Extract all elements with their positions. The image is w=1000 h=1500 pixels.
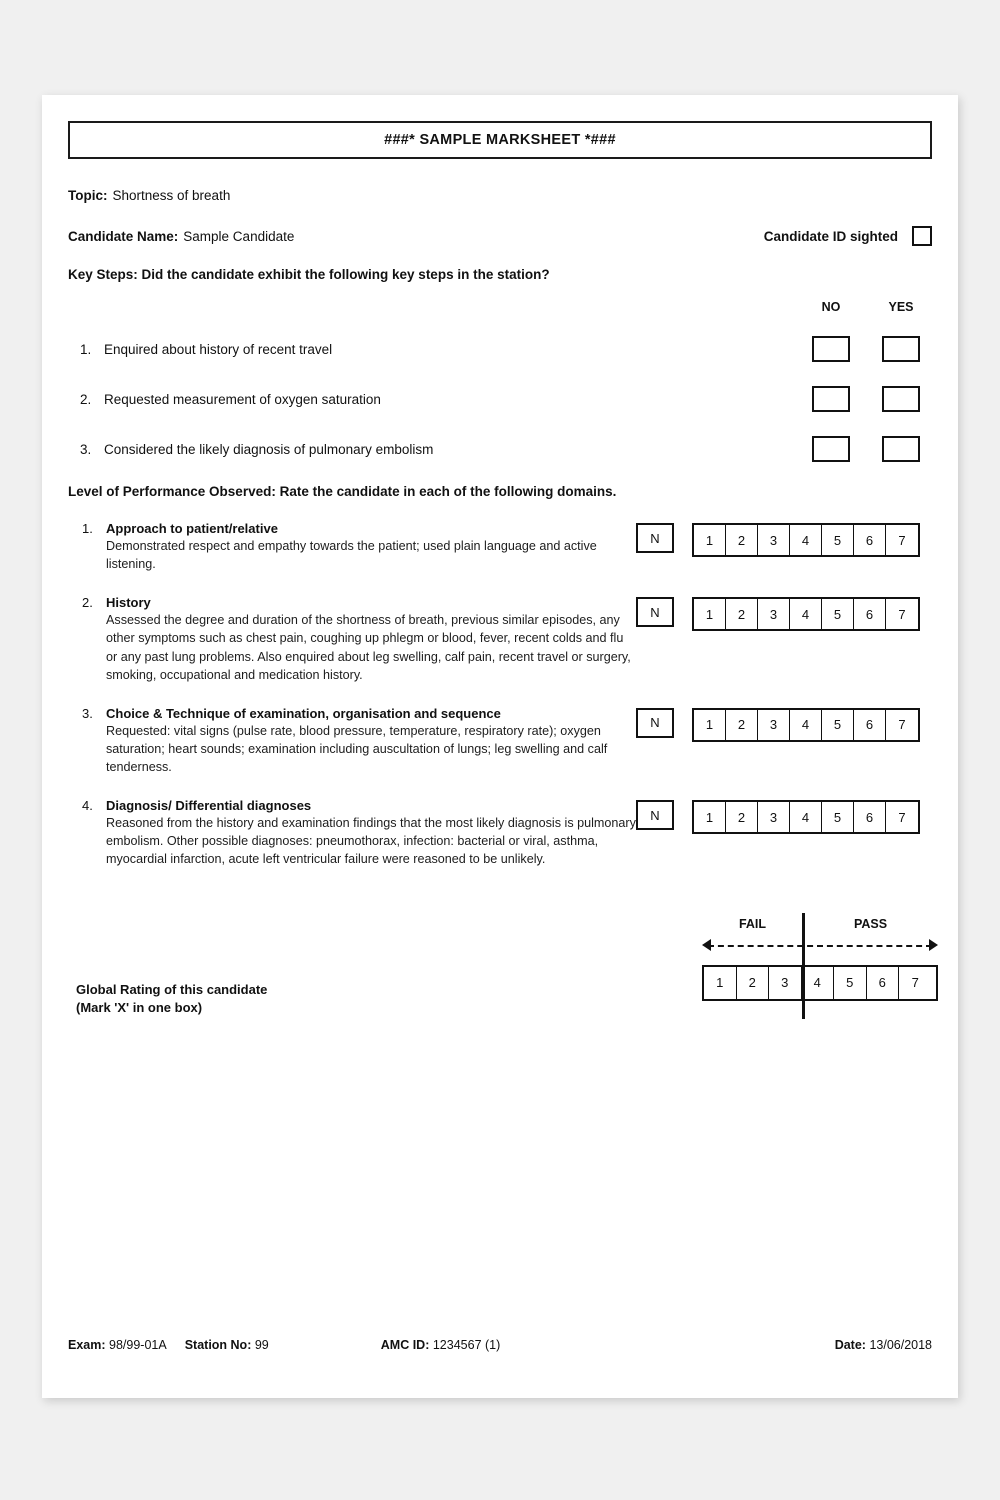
global-rating-scale — [702, 965, 938, 1001]
domain-row — [68, 706, 932, 776]
arrow-right-icon — [929, 939, 938, 951]
fail-pass-arrow — [702, 935, 938, 957]
domain-4-score-7[interactable]: 7 — [898, 809, 906, 825]
key-step-row — [68, 434, 932, 464]
key-step-1-yes-checkbox[interactable] — [882, 336, 920, 362]
domain-4-score-1[interactable]: 1 — [694, 802, 726, 832]
key-step-row — [68, 334, 932, 364]
footer-exam-label: Exam: — [68, 1338, 106, 1352]
topic-row — [68, 185, 932, 205]
domain-4-score-6[interactable]: 6 — [854, 802, 886, 832]
domain-number: 2. — [82, 595, 93, 611]
domain-body — [106, 521, 636, 573]
domain-4-score-4[interactable]: 4 — [790, 802, 822, 832]
domain-3-score-7[interactable]: 7 — [898, 717, 906, 733]
document-title-box — [68, 121, 932, 159]
topic-value: Shortness of breath — [112, 187, 231, 203]
page-content — [68, 121, 932, 1025]
domain-3-score-3[interactable]: 3 — [758, 710, 790, 740]
pass-label: PASS — [853, 916, 888, 931]
domain-4-score-2[interactable]: 2 — [726, 802, 758, 832]
domain-1-scale — [692, 523, 920, 557]
domain-description: Reasoned from the history and examination findings that the most likely diagnosis is pulmonary embolism. Other possible diagnoses: pneumothorax, infection: bacterial or viral, asthma, myocardial infarction, acute left ventricular failure were reasoned to be unlikely. — [106, 816, 636, 867]
domain-2-score-4[interactable]: 4 — [790, 599, 822, 629]
key-step-2-yes-checkbox[interactable] — [882, 386, 920, 412]
domain-body — [106, 595, 636, 684]
domain-3-scale — [692, 708, 920, 742]
domain-1-score-1[interactable]: 1 — [694, 525, 726, 555]
domain-2-score-3[interactable]: 3 — [758, 599, 790, 629]
global-rating-section — [68, 917, 932, 1025]
global-rating-score-4[interactable]: 4 — [802, 967, 835, 999]
fail-label: FAIL — [738, 916, 767, 931]
footer-amc-label: AMC ID: — [380, 1338, 430, 1352]
domain-2-score-7[interactable]: 7 — [898, 606, 906, 622]
key-step-text: Considered the likely diagnosis of pulmonary embolism — [104, 441, 434, 457]
performance-heading: Level of Performance Observed: Rate the candidate in each of the following domains. — [68, 484, 617, 499]
footer-station-label: Station No: — [184, 1338, 252, 1352]
footer-amc-value: 1234567 (1) — [432, 1338, 501, 1352]
global-rating-label-line2: (Mark 'X' in one box) — [76, 999, 203, 1015]
candidate-id-sighted-label: Candidate ID sighted — [763, 228, 898, 244]
arrow-dashed-line — [708, 945, 932, 947]
key-step-text: Requested measurement of oxygen saturation — [104, 391, 381, 407]
column-header-yes: YES — [888, 300, 914, 314]
column-header-no: NO — [821, 300, 841, 314]
footer-station — [185, 1338, 269, 1352]
candidate-row — [68, 226, 932, 246]
domain-title: Diagnosis/ Differential diagnoses — [106, 798, 312, 814]
domain-description: Assessed the degree and duration of the shortness of breath, previous similar episodes, any other symptoms such as chest pain, coughing up phlegm or blood, fever, recent colds and flu or any past lung problems. Also enquired about leg swelling, calf pain, recent travel or surgery, smoking, occupational and medication history. — [106, 613, 631, 682]
key-step-1-no-checkbox[interactable] — [812, 336, 850, 362]
domain-row — [68, 798, 932, 868]
footer-date — [835, 1338, 932, 1352]
domain-rating-scale — [636, 798, 932, 834]
domain-2-score-1[interactable]: 1 — [694, 599, 726, 629]
domain-1-score-3[interactable]: 3 — [758, 525, 790, 555]
domain-1-score-5[interactable]: 5 — [822, 525, 854, 555]
global-rating-score-2[interactable]: 2 — [737, 967, 770, 999]
candidate-name-label: Candidate Name: — [68, 228, 179, 244]
global-rating-label — [76, 981, 267, 1018]
domain-4-score-3[interactable]: 3 — [758, 802, 790, 832]
key-step-3-yes-checkbox[interactable] — [882, 436, 920, 462]
key-steps-section — [68, 300, 932, 464]
key-step-checkboxes — [812, 336, 932, 362]
domain-title: Choice & Technique of examination, organisation and sequence — [106, 705, 501, 721]
key-step-number: 1. — [80, 341, 92, 357]
global-rating-label-line1: Global Rating of this candidate — [76, 981, 268, 997]
domain-rating-scale — [636, 521, 932, 557]
domain-rating-scale — [636, 706, 932, 742]
domain-4-scale — [692, 800, 920, 834]
domain-1-score-6[interactable]: 6 — [854, 525, 886, 555]
domain-1-score-4[interactable]: 4 — [790, 525, 822, 555]
domain-number: 1. — [82, 521, 93, 536]
candidate-name-value: Sample Candidate — [183, 228, 295, 244]
footer-exam — [68, 1338, 167, 1352]
footer-amc — [381, 1338, 501, 1352]
key-step-checkboxes — [812, 386, 932, 412]
global-rating-score-3[interactable]: 3 — [769, 967, 802, 999]
key-step-2-no-checkbox[interactable] — [812, 386, 850, 412]
domain-row — [68, 521, 932, 573]
domain-1-na-box[interactable]: N — [636, 523, 674, 553]
domain-2-na-box[interactable]: N — [636, 597, 674, 627]
domain-rating-scale — [636, 595, 932, 631]
global-rating-scale-area — [702, 917, 938, 1001]
domain-3-na-box[interactable]: N — [636, 708, 674, 738]
domain-body — [106, 798, 636, 868]
domain-description: Requested: vital signs (pulse rate, blood pressure, temperature, respiratory rate); oxygen saturation; heart sounds; examination including auscultation of lungs; leg swelling and calf tenderness. — [106, 723, 608, 774]
key-steps-column-headers — [812, 300, 920, 314]
global-rating-score-7[interactable]: 7 — [911, 975, 919, 990]
domain-1-score-7[interactable]: 7 — [898, 532, 906, 548]
key-step-number: 3. — [80, 441, 92, 457]
page-title: ###* SAMPLE MARKSHEET *### — [384, 132, 616, 148]
fail-pass-labels — [702, 917, 938, 935]
global-rating-score-5[interactable]: 5 — [834, 967, 867, 999]
domain-2-score-2[interactable]: 2 — [726, 599, 758, 629]
domain-1-score-2[interactable]: 2 — [726, 525, 758, 555]
domain-number: 4. — [82, 798, 93, 814]
domain-3-score-4[interactable]: 4 — [790, 710, 822, 740]
domain-2-score-5[interactable]: 5 — [822, 599, 854, 629]
domain-description: Demonstrated respect and empathy towards the patient; used plain language and active listening. — [106, 539, 597, 572]
global-rating-score-1[interactable]: 1 — [704, 967, 737, 999]
domain-body — [106, 706, 636, 776]
domain-3-score-2[interactable]: 2 — [726, 710, 758, 740]
domain-title: History — [106, 595, 151, 611]
fail-pass-divider — [802, 913, 805, 1019]
domain-3-score-5[interactable]: 5 — [822, 710, 854, 740]
key-steps-heading: Key Steps: Did the candidate exhibit the following key steps in the station? — [68, 267, 550, 282]
domain-title: Approach to patient/relative — [106, 521, 278, 536]
domain-4-na-box[interactable]: N — [636, 800, 674, 830]
marksheet-page — [42, 95, 958, 1398]
footer-date-label: Date: — [834, 1338, 866, 1352]
key-step-row — [68, 384, 932, 414]
footer-date-value: 13/06/2018 — [869, 1338, 932, 1352]
domain-2-scale — [692, 597, 920, 631]
key-step-text: Enquired about history of recent travel — [104, 341, 333, 357]
domain-2-score-6[interactable]: 6 — [854, 599, 886, 629]
key-step-number: 2. — [80, 391, 92, 407]
domain-4-score-5[interactable]: 5 — [822, 802, 854, 832]
key-step-3-no-checkbox[interactable] — [812, 436, 850, 462]
domain-number: 3. — [82, 705, 93, 721]
footer-exam-value: 98/99-01A — [109, 1338, 167, 1352]
domain-3-score-1[interactable]: 1 — [694, 710, 726, 740]
domain-row — [68, 595, 932, 684]
domain-3-score-6[interactable]: 6 — [854, 710, 886, 740]
footer-station-value: 99 — [254, 1338, 269, 1352]
page-footer — [68, 1338, 932, 1352]
key-step-checkboxes — [812, 436, 932, 462]
global-rating-score-6[interactable]: 6 — [867, 967, 900, 999]
candidate-id-sighted-checkbox[interactable] — [912, 226, 932, 246]
topic-label: Topic: — [68, 187, 108, 203]
